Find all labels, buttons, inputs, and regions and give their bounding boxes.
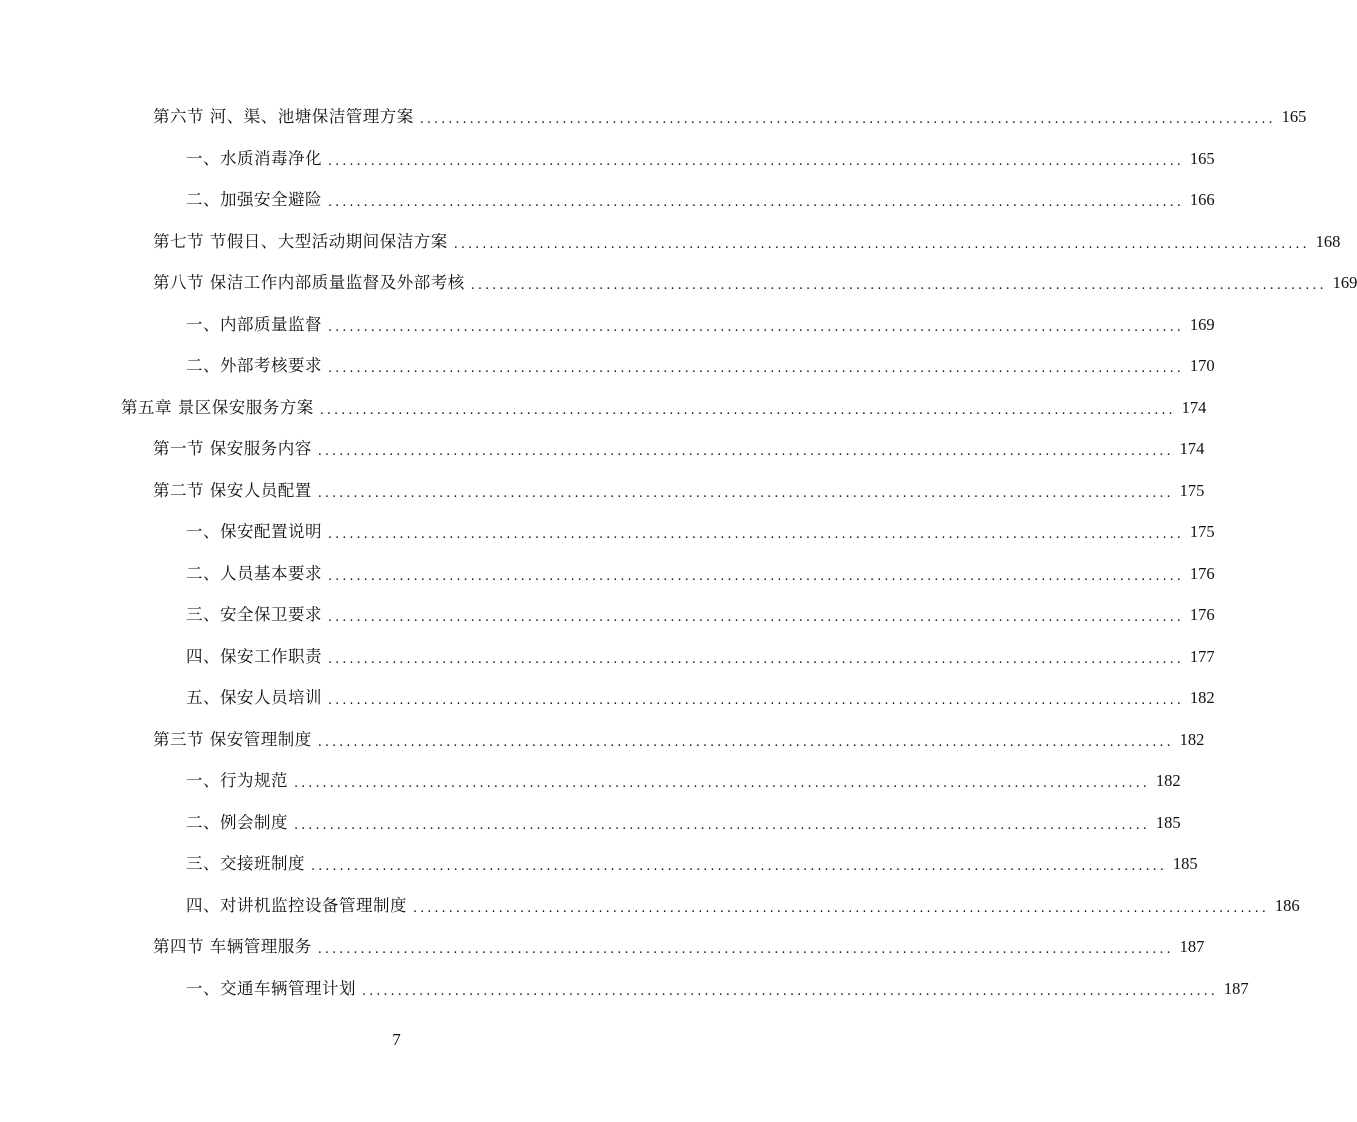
toc-dot-leader: ........................................................................................................................ [419, 112, 1276, 127]
toc-entry-page: 168 [1315, 231, 1341, 251]
toc-dot-leader: ........................................................................................................................ [328, 319, 1184, 335]
toc-entry-title: 第八节 保洁工作内部质量监督及外部考核 [153, 273, 465, 292]
toc-entry-title: 二、例会制度 [186, 812, 288, 832]
toc-dot-leader: ........................................................................................................................ [317, 444, 1174, 459]
toc-entry-page: 165 [1189, 148, 1215, 168]
toc-entry-title: 三、安全保卫要求 [186, 605, 322, 624]
toc-entry[interactable] [186, 684, 1215, 712]
toc-entry[interactable] [186, 601, 1215, 629]
toc-dot-leader: ........................................................................................................................ [328, 693, 1184, 708]
toc-dot-leader: ........................................................................................................................ [413, 900, 1269, 916]
toc-entry-page: 175 [1179, 480, 1205, 500]
toc-entry-title: 四、对讲机监控设备管理制度 [186, 895, 407, 915]
toc-dot-leader: ........................................................................................................................ [328, 527, 1184, 542]
toc-entry-title: 二、人员基本要求 [186, 563, 322, 583]
toc-entry[interactable] [186, 311, 1215, 339]
toc-entry[interactable] [186, 767, 1181, 795]
toc-entry-title: 一、水质消毒净化 [186, 148, 322, 168]
toc-dot-leader: ........................................................................................................................ [328, 153, 1184, 169]
toc-entry-page: 186 [1274, 895, 1300, 915]
toc-entry-page: 177 [1189, 646, 1215, 666]
toc-dot-leader: ........................................................................................................................ [319, 402, 1176, 418]
toc-entry-page: 185 [1172, 854, 1198, 873]
toc-entry-title: 第三节 保安管理制度 [153, 729, 312, 749]
toc-entry[interactable] [186, 643, 1215, 671]
toc-entry-title: 一、内部质量监督 [186, 314, 322, 334]
toc-entry[interactable] [186, 145, 1215, 173]
toc-dot-leader: ........................................................................................................................ [294, 817, 1150, 833]
toc-dot-leader: ........................................................................................................................ [311, 859, 1167, 874]
toc-entry[interactable] [153, 103, 1307, 131]
toc-dot-leader: ........................................................................................................................ [317, 734, 1174, 750]
toc-entry[interactable] [186, 186, 1215, 214]
toc-dot-leader: ........................................................................................................................ [294, 776, 1150, 791]
toc-entry-page: 187 [1179, 937, 1205, 956]
toc-entry-page: 175 [1189, 522, 1215, 541]
toc-dot-leader: ........................................................................................................................ [328, 568, 1184, 584]
toc-entry-title: 二、加强安全避险 [186, 190, 322, 209]
toc-entry[interactable] [153, 933, 1205, 961]
toc-entry-page: 174 [1181, 397, 1207, 417]
toc-entry-page: 176 [1189, 563, 1215, 583]
toc-entry-page: 182 [1189, 688, 1215, 707]
toc-entry-title: 四、保安工作职责 [186, 646, 322, 666]
toc-entry-page: 169 [1332, 273, 1357, 292]
toc-entry-page: 169 [1189, 314, 1215, 334]
toc-entry-page: 166 [1189, 190, 1215, 209]
toc-dot-leader: ........................................................................................................................ [470, 278, 1327, 293]
toc-entry-title: 第七节 节假日、大型活动期间保洁方案 [153, 231, 448, 251]
toc-entry[interactable] [121, 394, 1207, 422]
toc-entry-page: 165 [1281, 107, 1307, 126]
toc-entry[interactable] [153, 228, 1341, 256]
toc-entry-page: 182 [1179, 729, 1205, 749]
toc-dot-leader: ........................................................................................................................ [328, 610, 1184, 625]
toc-entry[interactable] [186, 560, 1215, 588]
toc-entry-title: 第四节 车辆管理服务 [153, 937, 312, 956]
toc-entry[interactable] [153, 726, 1205, 754]
toc-entry[interactable] [186, 809, 1181, 837]
toc-entry-title: 五、保安人员培训 [186, 688, 322, 707]
toc-entry[interactable] [186, 352, 1215, 380]
toc-entry-page: 170 [1189, 356, 1215, 375]
toc-entry[interactable] [186, 518, 1215, 546]
toc-entry[interactable] [186, 975, 1249, 1003]
toc-dot-leader: ........................................................................................................................ [453, 236, 1310, 252]
toc-dot-leader: ........................................................................................................................ [317, 942, 1174, 957]
toc-entry[interactable] [153, 477, 1205, 505]
toc-entry-page: 185 [1155, 812, 1181, 832]
toc-entry-title: 第六节 河、渠、池塘保洁管理方案 [153, 107, 414, 126]
toc-entry-title: 第五章 景区保安服务方案 [121, 397, 314, 417]
toc-entry-title: 第二节 保安人员配置 [153, 480, 312, 500]
toc-entry-title: 一、保安配置说明 [186, 522, 322, 541]
toc-entry[interactable] [186, 850, 1198, 878]
toc-dot-leader: ........................................................................................................................ [328, 195, 1184, 210]
toc-entry-title: 一、交通车辆管理计划 [186, 978, 356, 998]
toc-entry-title: 二、外部考核要求 [186, 356, 322, 375]
toc-entry[interactable] [153, 269, 1357, 297]
toc-dot-leader: ........................................................................................................................ [328, 651, 1184, 667]
toc-entry-title: 三、交接班制度 [186, 854, 305, 873]
toc-dot-leader: ........................................................................................................................ [317, 485, 1174, 501]
toc-entry[interactable] [153, 435, 1205, 463]
toc-entry-page: 176 [1189, 605, 1215, 624]
toc-entry-page: 182 [1155, 771, 1181, 790]
toc-entry-title: 第一节 保安服务内容 [153, 439, 312, 458]
toc-entry-page: 174 [1179, 439, 1205, 458]
toc-dot-leader: ........................................................................................................................ [362, 983, 1218, 999]
toc-entry-title: 一、行为规范 [186, 771, 288, 790]
toc-entry-page: 187 [1223, 978, 1249, 998]
page-number: 7 [392, 1030, 401, 1049]
toc-dot-leader: ........................................................................................................................ [328, 361, 1184, 376]
toc-entry[interactable] [186, 892, 1300, 920]
